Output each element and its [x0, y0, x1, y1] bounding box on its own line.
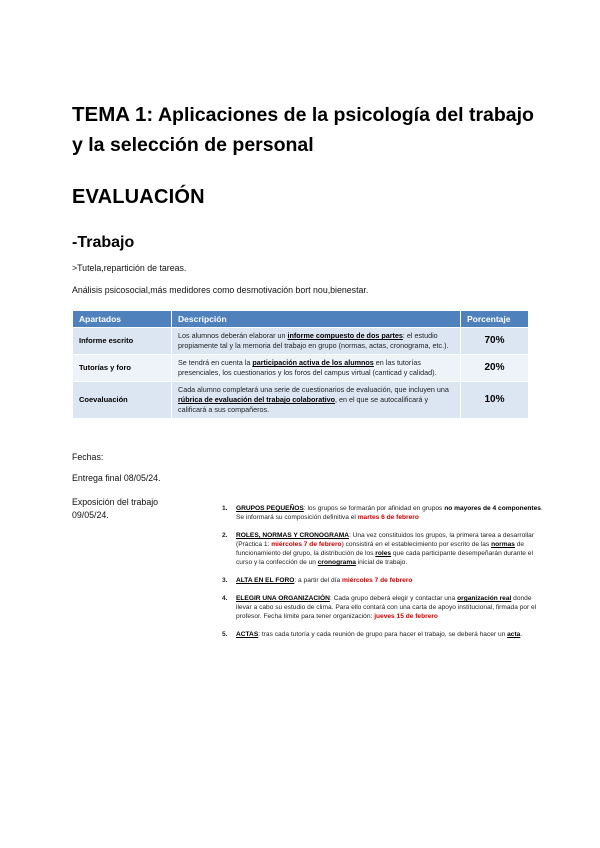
- entrega-final: Entrega final 08/05/24.: [72, 473, 161, 483]
- row-percentage: 10%: [461, 382, 529, 419]
- note-line-1: >Tutela,repartición de tareas.: [72, 263, 187, 273]
- evaluation-table: [72, 310, 529, 419]
- row-percentage: 20%: [461, 355, 529, 382]
- exposicion-line-2: 09/05/24.: [72, 510, 109, 520]
- subsection-heading: -Trabajo: [72, 234, 135, 251]
- row-description: Los alumnos deberán elaborar un informe compuesto de dos partes: el estudio propiamente tal y la memoria del trabajo en grupo (normas, actas, cronograma, etc.).: [172, 328, 461, 355]
- fechas-label: Fechas:: [72, 452, 104, 462]
- list-item: 1. GRUPOS PEQUEÑOS: los grupos se formarán por afinidad en grupos no mayores de 4 componentes. Se informará su composición definitiva el martes 6 de febrero: [222, 505, 543, 521]
- title-rest: Aplicaciones de la psicología del trabajo y la selección de personal: [72, 104, 534, 156]
- row-description: Se tendrá en cuenta la participación activa de los alumnos en las tutorías presenciales, los cuestionarios y los foros del campus virtual (canticad y calidad).: [172, 355, 461, 382]
- list-item: 5. ACTAS: tras cada tutoría y cada reunión de grupo para hacer el trabajo, se deberá hacer un acta.: [222, 631, 523, 638]
- title-lead: TEMA 1:: [72, 103, 154, 126]
- table-row: [73, 328, 529, 355]
- note-line-2: Análisis psicosocial,más medidores como desmotivación bort nou,bienestar.: [72, 285, 369, 295]
- list-item: 3. ALTA EN EL FORO: a partir del día miércoles 7 de febrero: [222, 577, 413, 584]
- table-header-row: [73, 311, 529, 328]
- task-list: [218, 504, 548, 648]
- table-row: [73, 382, 529, 419]
- table-row: [73, 355, 529, 382]
- header-apartados: Apartados: [73, 311, 172, 328]
- row-percentage: 70%: [461, 328, 529, 355]
- header-descripcion: Descripción: [172, 311, 461, 328]
- row-apartado: Informe escrito: [73, 328, 172, 355]
- row-apartado: Tutorías y foro: [73, 355, 172, 382]
- row-apartado: Coevaluación: [73, 382, 172, 419]
- section-heading: EVALUACIÓN: [72, 186, 205, 208]
- row-description: Cada alumno completará una serie de cuestionarios de evaluación, que incluyen una rúbrica de evaluación del trabajo colaborativo, en el que se autocalificará y calificará a sus compañeros.: [172, 382, 461, 419]
- list-item: 2. ROLES, NORMAS Y CRONOGRAMA: Una vez constituidos los grupos, la primera tarea a desarrollar (Práctica 1: miércoles 7 de febrero) consistirá en el establecimiento por escrito de las normas de funcionamiento del grupo, la distribución de los roles que cada participante desempeñarán durante el curso y la confección de un cronograma inicial de trabajo.: [222, 532, 535, 566]
- list-item: 4. ELEGIR UNA ORGANIZACIÓN: Cada grupo deberá elegir y contactar una organización real donde llevar a cabo su estudio de clima. Para ello contará con una carta de apoyo institucional, firmada por el profesor. Fecha límite para tener organización: jueves 15 de febrero: [222, 595, 537, 620]
- header-porcentaje: Porcentaje: [461, 311, 529, 328]
- exposicion-line-1: Exposición del trabajo: [72, 497, 159, 507]
- page-title: [72, 100, 542, 160]
